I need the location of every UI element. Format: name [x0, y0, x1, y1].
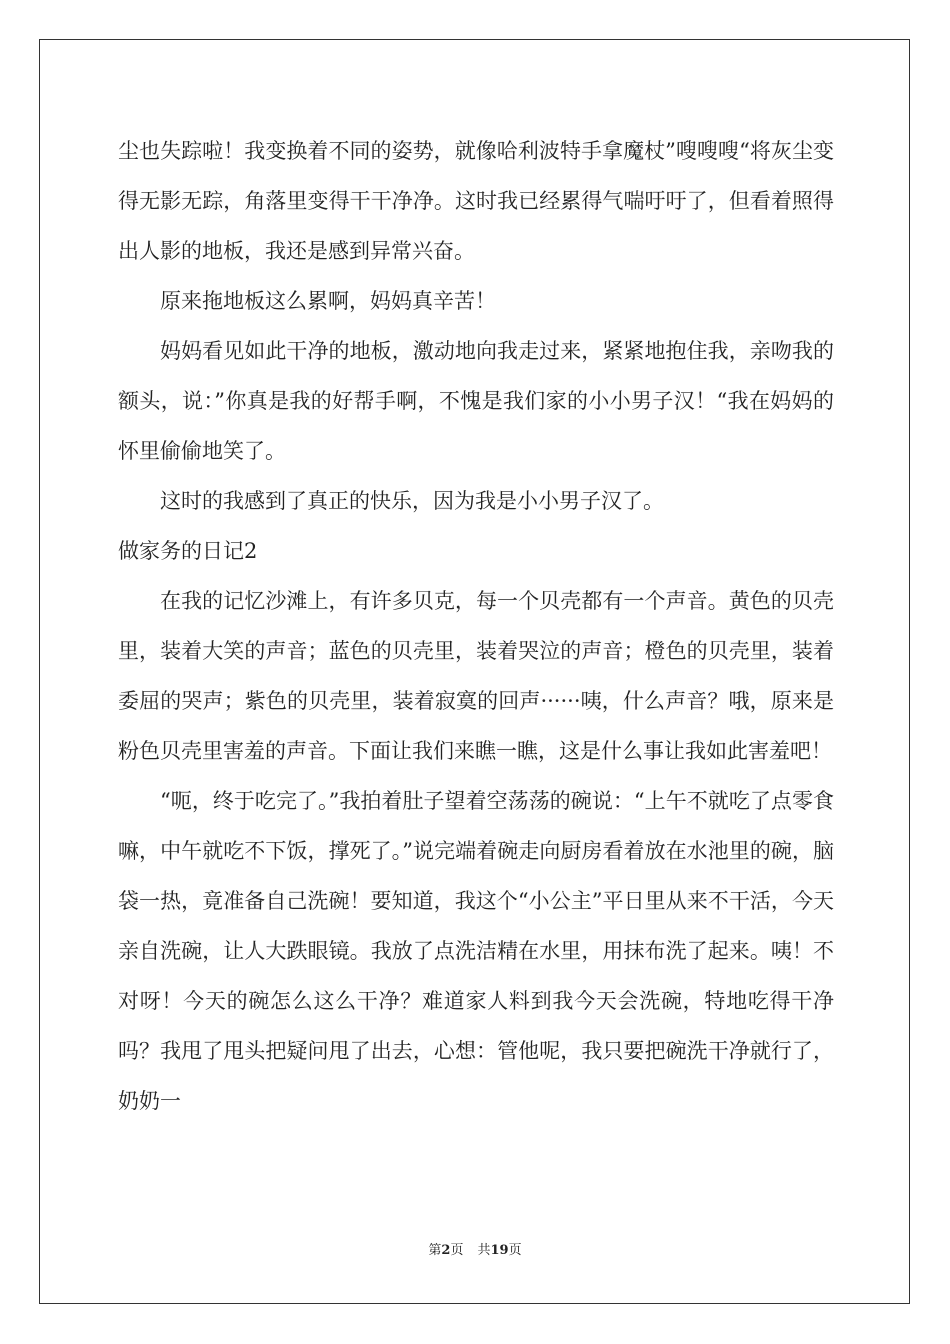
paragraph-5: 在我的记忆沙滩上，有许多贝克，每一个贝壳都有一个声音。黄色的贝壳里，装着大笑的声音；蓝色的贝壳里，装着哭泣的声音；橙色的贝壳里，装着委屈的哭声；紫色的贝壳里，装着寂寞的回声······咦，什么声音？哦，原来是粉色贝壳里害羞的声音。下面让我们来瞧一瞧，这是什么事让我如此害羞吧！	[118, 589, 834, 763]
paragraph-6: “呃，终于吃完了。”我拍着肚子望着空荡荡的碗说：“上午不就吃了点零食嘛，中午就吃不下饭，撑死了。”说完端着碗走向厨房看着放在水池里的碗，脑袋一热，竟准备自己洗碗！要知道，我这个“小公主”平日里从来不干活，今天亲自洗碗，让人大跌眼镜。我放了点洗洁精在水里，用抹布洗了起来。咦！不对呀！今天的碗怎么这么干净？难道家人料到我今天会洗碗，特地吃得干净吗？我甩了甩头把疑问甩了出去，心想：管他呢，我只要把碗洗干净就行了，奶奶一	[118, 789, 834, 1113]
paragraph-1: 尘也失踪啦！我变换着不同的姿势，就像哈利波特手拿魔杖”嗖嗖嗖“将灰尘变得无影无踪，角落里变得干干净净。这时我已经累得气喘吁吁了，但看着照得出人影的地板，我还是感到异常兴奋。	[118, 139, 834, 263]
section-heading: 做家务的日记2	[118, 539, 258, 563]
paragraph-3: 妈妈看见如此干净的地板，激动地向我走过来，紧紧地抱住我，亲吻我的额头，说：”你真是我的好帮手啊，不愧是我们家的小小男子汉！“我在妈妈的怀里偷偷地笑了。	[118, 339, 834, 463]
document-body	[118, 126, 834, 1126]
total-suffix: 页	[508, 1243, 522, 1258]
page-prefix: 第	[428, 1243, 442, 1258]
page-footer	[0, 1242, 950, 1260]
page-current: 2	[441, 1243, 451, 1258]
page-total: 19	[490, 1243, 509, 1258]
total-prefix: 共	[477, 1243, 491, 1258]
paragraph-4: 这时的我感到了真正的快乐，因为我是小小男子汉了。	[160, 489, 664, 513]
page-suffix: 页	[450, 1243, 464, 1258]
paragraph-2: 原来拖地板这么累啊，妈妈真辛苦！	[160, 289, 496, 313]
